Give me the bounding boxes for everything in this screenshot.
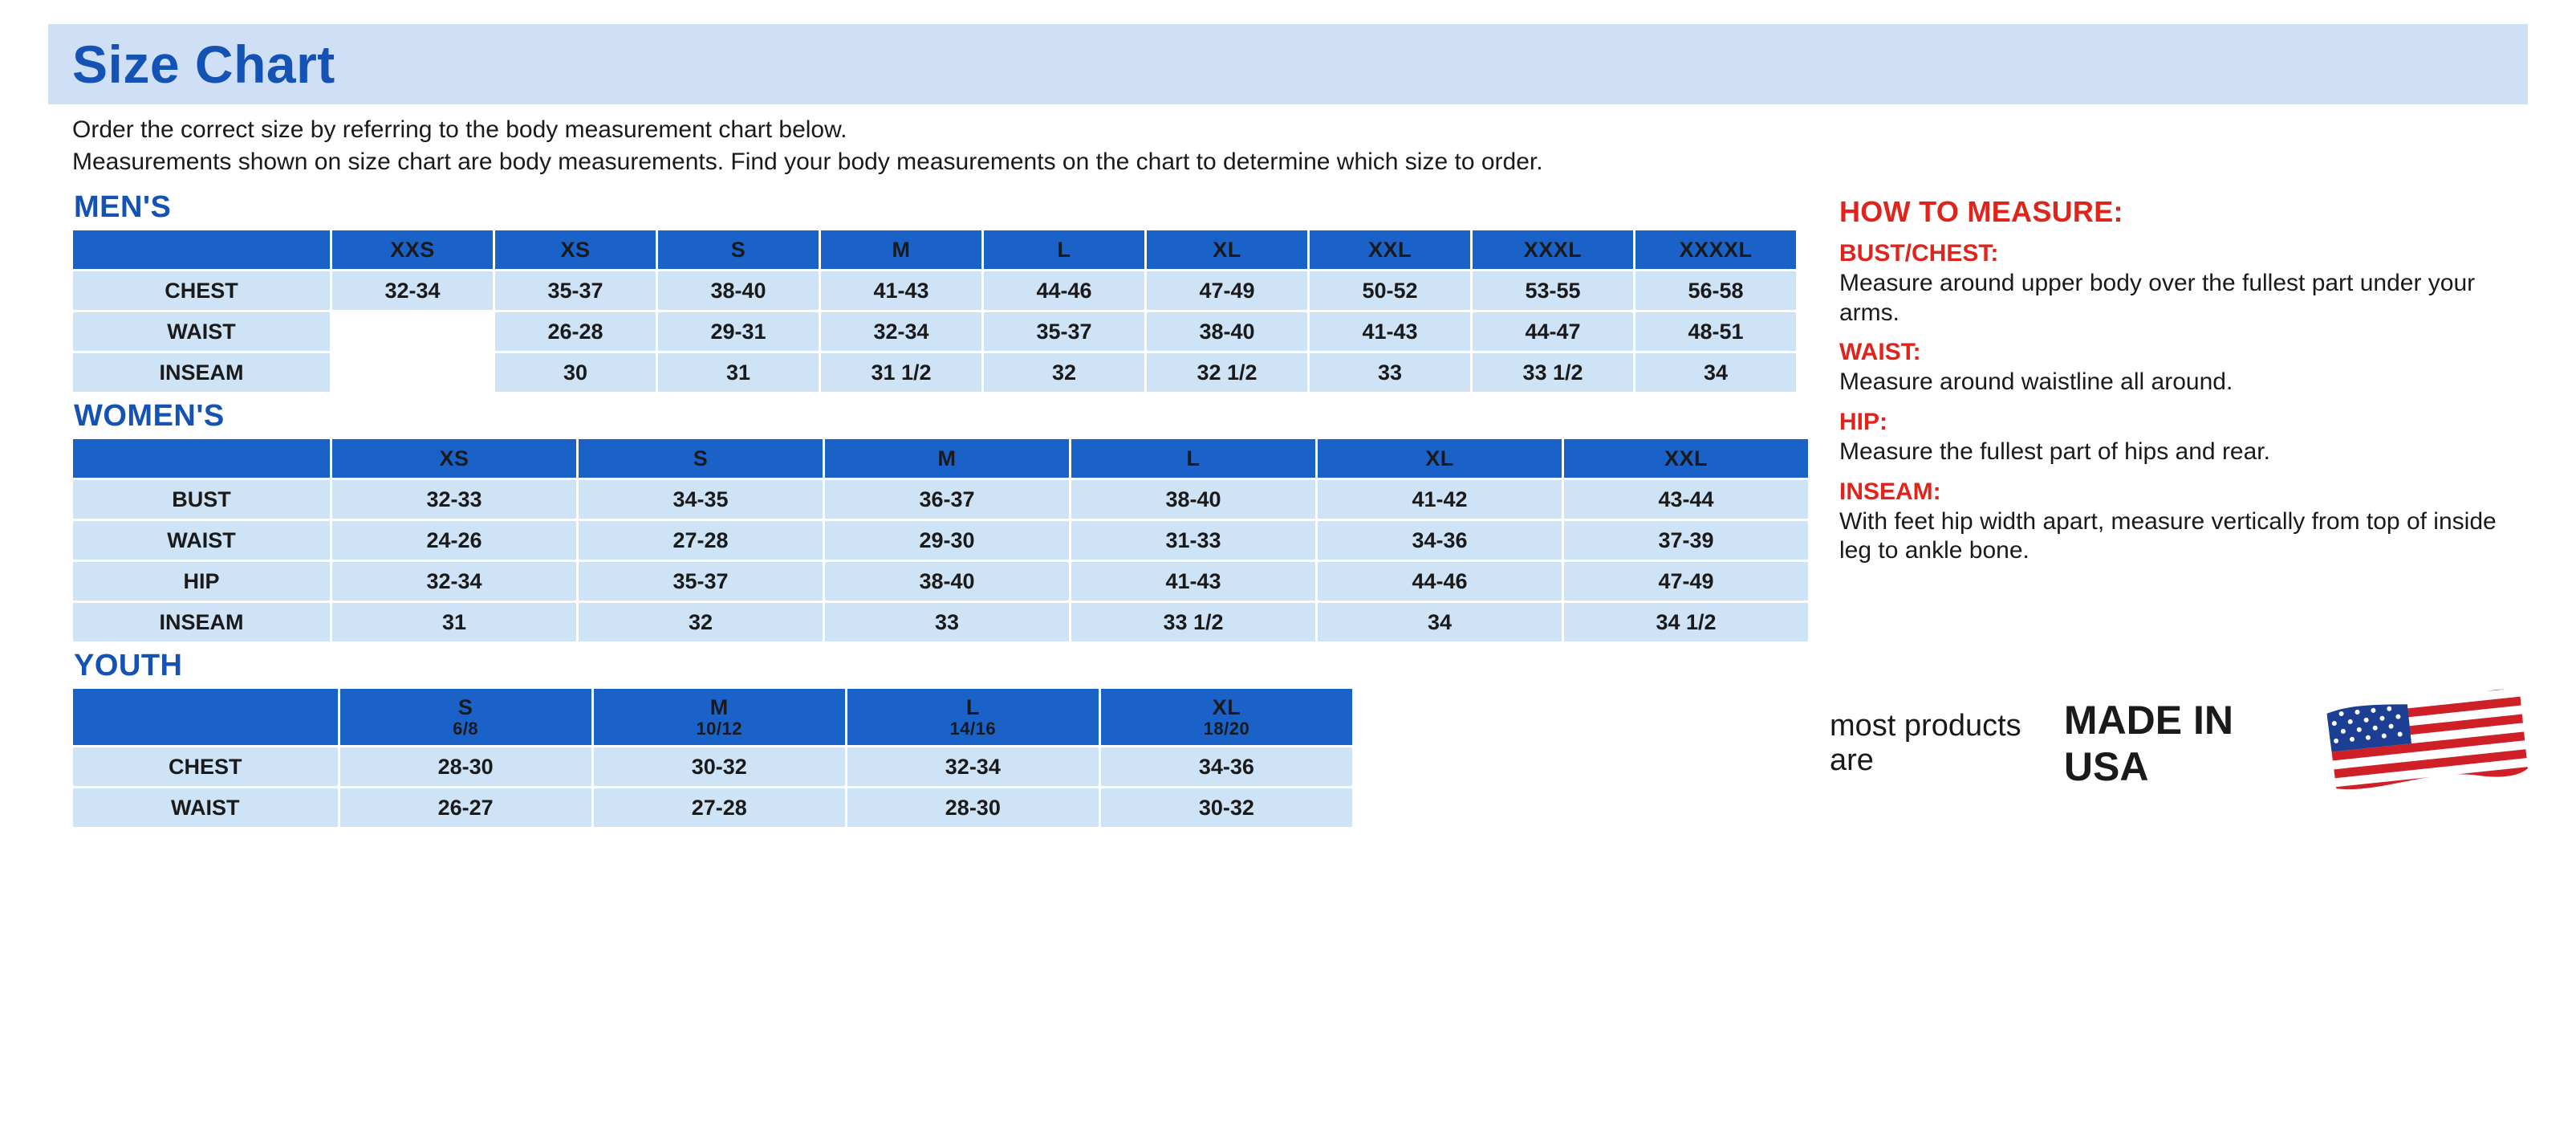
mens-inseam-xs: 30 [495,353,656,392]
measure-item-bust-chest [1839,240,2528,328]
table-header-row [73,439,1808,478]
womens-size-table [71,437,1810,644]
youth-size-table [71,686,1355,829]
womens-inseam-xl: 34 [1318,603,1562,641]
table-row [73,271,1796,310]
mens-row-label-inseam: INSEAM [73,353,330,392]
mens-header-xxxl: XXXL [1473,230,1633,269]
section-title-youth: YOUTH [74,649,183,683]
youth-header-m [594,689,845,745]
womens-bust-s: 34-35 [579,480,823,519]
youth-header-l [847,689,1099,745]
mens-header-corner [73,230,330,269]
womens-hip-s: 35-37 [579,562,823,601]
mens-chest-xl: 47-49 [1147,271,1307,310]
mens-header-xxs: XXS [332,230,493,269]
measure-item-waist [1839,339,2528,397]
youth-header-s-sub: 6/8 [453,718,479,739]
measure-item-inseam [1839,478,2528,566]
womens-row-label-bust: BUST [73,480,330,519]
mens-chest-m: 41-43 [821,271,981,310]
content-columns [48,185,2528,829]
mens-inseam-xxs [332,353,493,392]
youth-header-s-main: S [457,695,473,720]
mens-inseam-s: 31 [658,353,819,392]
page-title: Size Chart [72,35,335,94]
womens-header-l: L [1071,439,1315,478]
table-row [73,603,1808,641]
youth-waist-l: 28-30 [847,788,1099,827]
youth-waist-m: 27-28 [594,788,845,827]
made-in-usa-label: MADE IN USA [2063,697,2234,789]
mens-row-label-waist: WAIST [73,312,330,351]
intro-block [48,114,2528,177]
womens-row-label-waist: WAIST [73,521,330,560]
womens-hip-xs: 32-34 [332,562,576,601]
mens-waist-xs: 26-28 [495,312,656,351]
youth-row-label-waist: WAIST [73,788,338,827]
table-header-row [73,230,1796,269]
made-in-usa-block [1830,689,2528,797]
mens-chest-s: 38-40 [658,271,819,310]
mens-header-m: M [821,230,981,269]
table-row [73,788,1352,827]
womens-waist-l: 31-33 [1071,521,1315,560]
mens-waist-xxs [332,312,493,351]
how-to-measure-column [1798,185,2528,829]
youth-chest-l: 32-34 [847,747,1099,786]
womens-hip-l: 41-43 [1071,562,1315,601]
mens-chest-l: 44-46 [984,271,1144,310]
youth-chest-xl: 34-36 [1101,747,1352,786]
womens-waist-s: 27-28 [579,521,823,560]
youth-waist-s: 26-27 [340,788,591,827]
youth-header-m-sub: 10/12 [696,718,742,739]
intro-line-1: Order the correct size by referring to the body measurement chart below. [72,116,847,143]
mens-header-xs: XS [495,230,656,269]
page-banner [48,24,2528,104]
measure-text-inseam: With feet hip width apart, measure vertically from top of inside leg to ankle bone. [1839,507,2497,564]
section-title-womens: WOMEN'S [74,399,225,434]
womens-inseam-xxl: 34 1/2 [1564,603,1808,641]
how-to-measure-title: HOW TO MEASURE: [1839,195,2123,229]
mens-waist-m: 32-34 [821,312,981,351]
measure-term-inseam: INSEAM: [1839,478,1941,505]
mens-chest-xxs: 32-34 [332,271,493,310]
measure-term-hip: HIP: [1839,408,1887,435]
table-row [73,747,1352,786]
mens-inseam-xxxl: 33 1/2 [1473,353,1633,392]
table-row [73,353,1796,392]
tables-column [48,185,1798,829]
measure-item-hip [1839,409,2528,467]
mens-header-s: S [658,230,819,269]
womens-waist-m: 29-30 [825,521,1069,560]
table-row [73,562,1808,601]
measure-text-waist: Measure around waistline all around. [1839,369,2233,396]
youth-header-l-sub: 14/16 [949,718,997,739]
womens-row-label-inseam: INSEAM [73,603,330,641]
section-title-mens: MEN'S [74,190,172,225]
youth-header-corner [73,689,338,745]
usa-flag-icon [2322,678,2533,807]
mens-waist-xxxxl: 48-51 [1635,312,1796,351]
womens-bust-xxl: 43-44 [1564,480,1808,519]
womens-row-label-hip: HIP [73,562,330,601]
mens-chest-xs: 35-37 [495,271,656,310]
mens-waist-xl: 38-40 [1147,312,1307,351]
womens-bust-xs: 32-33 [332,480,576,519]
womens-bust-l: 38-40 [1071,480,1315,519]
womens-header-s: S [579,439,823,478]
womens-waist-xxl: 37-39 [1564,521,1808,560]
womens-hip-m: 38-40 [825,562,1069,601]
womens-bust-m: 36-37 [825,480,1069,519]
mens-chest-xxl: 50-52 [1310,271,1470,310]
youth-row-label-chest: CHEST [73,747,338,786]
mens-inseam-xxl: 33 [1310,353,1470,392]
womens-hip-xxl: 47-49 [1564,562,1808,601]
table-row [73,312,1796,351]
mens-inseam-xxxxl: 34 [1635,353,1796,392]
womens-header-xs: XS [332,439,576,478]
youth-chest-s: 28-30 [340,747,591,786]
womens-header-m: M [825,439,1069,478]
measure-term-bust-chest: BUST/CHEST: [1839,240,1999,267]
youth-header-xl-main: XL [1212,695,1241,720]
mens-header-xl: XL [1147,230,1307,269]
womens-header-xxl: XXL [1564,439,1808,478]
womens-inseam-s: 32 [579,603,823,641]
mens-inseam-xl: 32 1/2 [1147,353,1307,392]
womens-bust-xl: 41-42 [1318,480,1562,519]
mens-chest-xxxl: 53-55 [1473,271,1633,310]
mens-chest-xxxxl: 56-58 [1635,271,1796,310]
mens-inseam-l: 32 [984,353,1144,392]
womens-inseam-l: 33 1/2 [1071,603,1315,641]
youth-header-m-main: M [709,695,729,720]
youth-header-s [340,689,591,745]
table-row [73,521,1808,560]
intro-line-2: Measurements shown on size chart are body measurements. Find your body measurements on the chart to determine which size to order. [72,148,1543,175]
mens-header-xxxxl: XXXXL [1635,230,1796,269]
womens-inseam-m: 33 [825,603,1069,641]
mens-header-xxl: XXL [1310,230,1470,269]
made-in-usa-prefix: most products are [1830,708,2021,777]
womens-header-xl: XL [1318,439,1562,478]
youth-header-xl-sub: 18/20 [1203,718,1250,739]
womens-inseam-xs: 31 [332,603,576,641]
mens-waist-xxl: 41-43 [1310,312,1470,351]
womens-waist-xs: 24-26 [332,521,576,560]
mens-waist-s: 29-31 [658,312,819,351]
mens-header-l: L [984,230,1144,269]
youth-waist-xl: 30-32 [1101,788,1352,827]
table-header-row [73,689,1352,745]
mens-waist-l: 35-37 [984,312,1144,351]
youth-header-l-main: L [965,695,980,720]
womens-header-corner [73,439,330,478]
mens-waist-xxxl: 44-47 [1473,312,1633,351]
mens-row-label-chest: CHEST [73,271,330,310]
table-row [73,480,1808,519]
mens-size-table [71,228,1798,394]
measure-term-waist: WAIST: [1839,339,1921,366]
mens-inseam-m: 31 1/2 [821,353,981,392]
measure-text-bust-chest: Measure around upper body over the fullest part under your arms. [1839,270,2476,326]
womens-waist-xl: 34-36 [1318,521,1562,560]
womens-hip-xl: 44-46 [1318,562,1562,601]
youth-chest-m: 30-32 [594,747,845,786]
youth-header-xl [1101,689,1352,745]
measure-text-hip: Measure the fullest part of hips and rear. [1839,438,2270,465]
